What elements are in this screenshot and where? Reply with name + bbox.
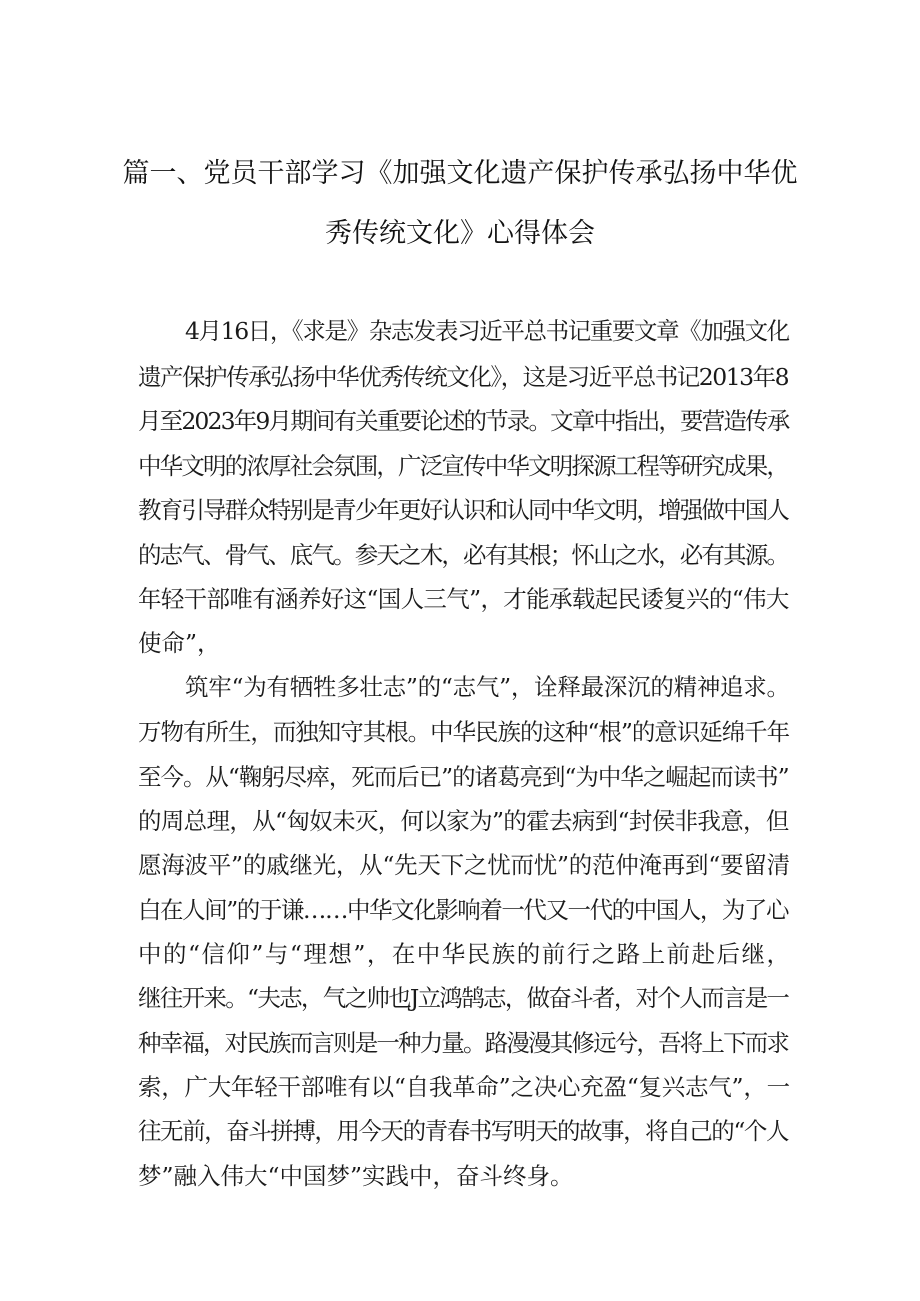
document-title-line-1: 篇一、党员干部学习《加强文化遗产保护传承弘扬中华优 <box>122 158 798 189</box>
paragraph-line: 万物有所生，而独知守其根。中华民族的这种“根”的意识延绵千年 <box>138 718 790 746</box>
document-title-line-2: 秀传统文化》心得体会 <box>325 218 595 249</box>
paragraph-line: 教育引导群众特别是青少年更好认识和认同中华文明，增强做中国人 <box>138 496 789 524</box>
paragraph-line: 往无前，奋斗拼搏，用今天的青春书写明天的故事，将自己的“个人 <box>138 1117 789 1145</box>
paragraph-line: 4月16日，《求是》杂志发表习近平总书记重要文章《加强文化 <box>185 317 789 345</box>
paragraph-line: 至今。从“鞠躬尽瘁，死而后已”的诸葛亮到“为中华之崛起而读书” <box>138 763 789 791</box>
paragraph-line: 种幸福，对民族而言则是一种力量。路漫漫其修远兮，吾将上下而求 <box>138 1029 789 1057</box>
paragraph-line: 的周总理，从“匈奴未灭，何以家为”的霍去病到“封侯非我意，但 <box>138 807 789 835</box>
paragraph-line: 梦”融入伟大“中国梦”实践中，奋斗终身。 <box>138 1162 574 1190</box>
paragraph-line: 白在人间”的于谦……中华文化影响着一代又一代的中国人，为了心 <box>138 896 789 924</box>
paragraph-line: 索，广大年轻干部唯有以“自我革命”之决心充盈“复兴志气”，一 <box>138 1073 790 1101</box>
paragraph-line: 中华文明的浓厚社会氛围，广泛宣传中华文明探源工程等研究成果， <box>138 452 789 480</box>
paragraph-line: 中的“信仰”与“理想”，在中华民族的前行之路上前赴后继， <box>138 940 792 968</box>
paragraph-line: 愿海波平”的戚继光，从“先天下之忧而忧”的范仲淹再到“要留清 <box>138 851 790 879</box>
paragraph-line: 遗产保护传承弘扬中华优秀传统文化》，这是习近平总书记2013年8 <box>138 363 789 391</box>
paragraph-line: 继往开来。“夫志，气之帅也J立鸿鹄志，做奋斗者，对个人而言是一 <box>138 984 789 1012</box>
paragraph-line: 筑牢“为有牺牲多壮志”的“志气”，诠释最深沉的精神追求。 <box>185 673 790 701</box>
paragraph-line: 使命”， <box>138 629 221 657</box>
paragraph-line: 的志气、骨气、底气。参天之木，必有其根；怀山之水，必有其源。 <box>138 541 789 569</box>
paragraph-line: 月至2023年9月期间有关重要论述的节录。文章中指出，要营造传承 <box>138 407 789 435</box>
paragraph-line: 年轻干部唯有涵养好这“国人三气”，才能承载起民诿复兴的“伟大 <box>138 585 789 613</box>
